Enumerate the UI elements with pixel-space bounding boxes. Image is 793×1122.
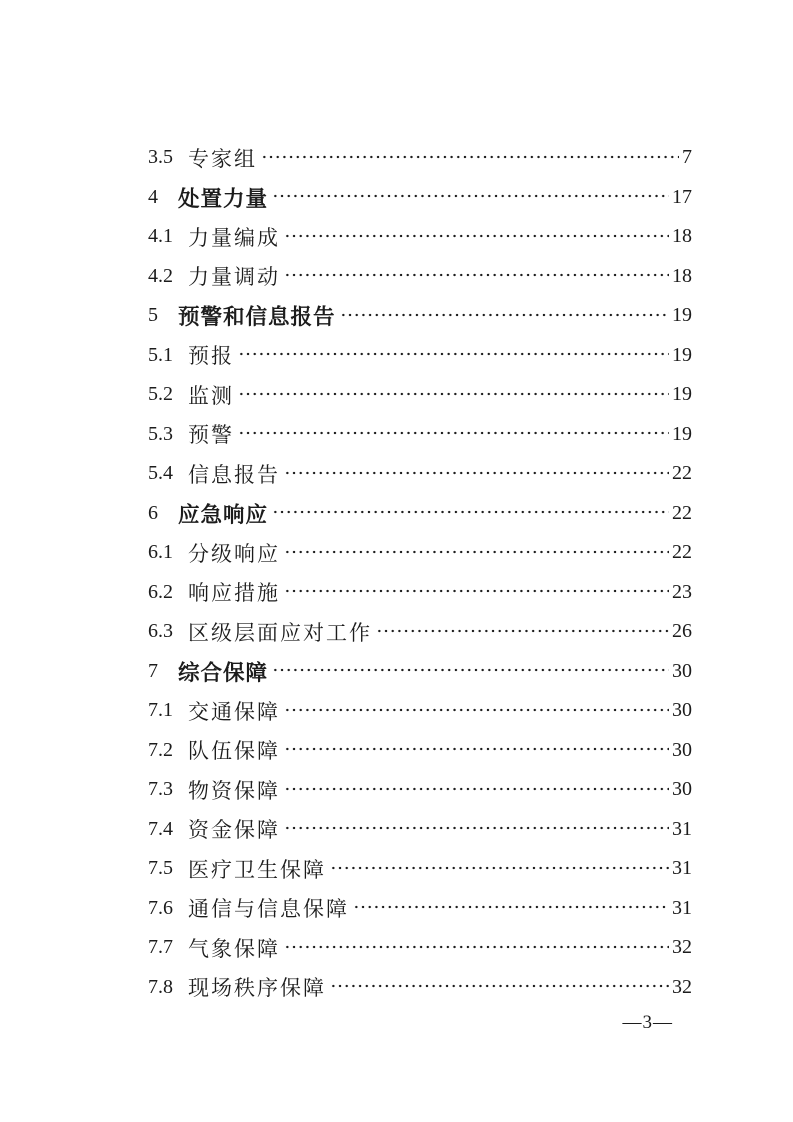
toc-entry-page: 19 [672, 422, 692, 445]
toc-entry-title: 区级层面应对工作 [188, 620, 372, 645]
toc-entry-number: 7.7 [148, 936, 173, 959]
dot-leader [284, 708, 669, 712]
toc-entry [148, 691, 692, 731]
toc-entry-page: 19 [672, 383, 692, 406]
dot-leader [284, 234, 669, 238]
toc-entry [148, 652, 692, 692]
toc-entry [148, 849, 692, 889]
toc-entry-page: 19 [672, 343, 692, 366]
toc-entry-page: 18 [672, 264, 692, 287]
toc-entry-number: 6 [148, 501, 158, 524]
dot-leader [353, 905, 669, 909]
toc-entry-page: 7 [682, 146, 692, 169]
dot-leader [284, 273, 669, 277]
dot-leader [272, 668, 669, 672]
toc-entry-title: 交通保障 [188, 699, 280, 724]
toc-entry-number: 7.3 [148, 778, 173, 801]
toc-entry-title: 预报 [188, 344, 234, 369]
toc-entry-page: 32 [672, 936, 692, 959]
toc-entry [148, 336, 692, 376]
toc-entry-number: 7.4 [148, 817, 173, 840]
toc-entry-title: 通信与信息保障 [188, 897, 349, 922]
toc-entry-number: 6.3 [148, 620, 173, 643]
toc-entry [148, 454, 692, 494]
toc-entry [148, 810, 692, 850]
toc-entry-page: 19 [672, 304, 692, 327]
dot-leader [376, 629, 669, 633]
toc-entry-page: 30 [672, 699, 692, 722]
dot-leader [238, 431, 669, 435]
toc-entry-page: 30 [672, 778, 692, 801]
toc-entry-title: 物资保障 [188, 778, 280, 803]
dot-leader [238, 352, 669, 356]
toc-entry-number: 7.1 [148, 699, 173, 722]
toc-entry-title: 现场秩序保障 [188, 976, 326, 1001]
dot-leader [261, 155, 679, 159]
toc-entry [148, 968, 692, 1008]
toc-entry-number: 6.1 [148, 541, 173, 564]
dot-leader [284, 826, 669, 830]
toc-entry-page: 30 [672, 659, 692, 682]
toc-entry [148, 928, 692, 968]
toc-entry [148, 138, 692, 178]
toc-entry-number: 4.1 [148, 225, 173, 248]
toc-entry [148, 296, 692, 336]
toc-entry-number: 4.2 [148, 264, 173, 287]
toc-entry-number: 6.2 [148, 580, 173, 603]
toc-entry-number: 4 [148, 185, 158, 208]
dot-leader [284, 787, 669, 791]
toc-entry-page: 26 [672, 620, 692, 643]
toc-entry-page: 31 [672, 896, 692, 919]
toc-entry-title: 力量编成 [188, 225, 280, 250]
toc-entry-number: 7.2 [148, 738, 173, 761]
toc-entry-title: 预警 [188, 423, 234, 448]
page-number-footer: —3— [622, 1012, 673, 1033]
dot-leader [330, 866, 669, 870]
toc-entry [148, 573, 692, 613]
toc-entry [148, 257, 692, 297]
toc-entry-number: 7.8 [148, 975, 173, 998]
toc-entry-title: 监测 [188, 383, 234, 408]
toc-entry-title: 响应措施 [188, 581, 280, 606]
toc-entry [148, 731, 692, 771]
toc-entry [148, 612, 692, 652]
dot-leader [284, 471, 669, 475]
toc-entry-number: 5 [148, 304, 158, 327]
toc-entry-title: 力量调动 [188, 265, 280, 290]
toc-entry-title: 气象保障 [188, 936, 280, 961]
toc-entry-page: 23 [672, 580, 692, 603]
toc-entry-page: 32 [672, 975, 692, 998]
toc-entry-title: 信息报告 [188, 462, 280, 487]
toc-entry-title: 应急响应 [178, 502, 269, 527]
toc-entry-title: 预警和信息报告 [178, 305, 336, 330]
toc-entry-page: 17 [672, 185, 692, 208]
dot-leader [272, 510, 669, 514]
dot-leader [238, 392, 669, 396]
toc-entry-number: 7.6 [148, 896, 173, 919]
toc-entry-page: 22 [672, 541, 692, 564]
dot-leader [284, 747, 669, 751]
toc-entry-number: 7.5 [148, 857, 173, 880]
toc-entry [148, 494, 692, 534]
toc-entry [148, 217, 692, 257]
toc-entry-number: 3.5 [148, 146, 173, 169]
toc-entry-page: 22 [672, 462, 692, 485]
dot-leader [340, 313, 669, 317]
toc-entry-title: 处置力量 [178, 186, 269, 211]
dot-leader [284, 945, 669, 949]
toc-entry [148, 533, 692, 573]
toc-entry [148, 770, 692, 810]
toc-entry-number: 5.1 [148, 343, 173, 366]
dot-leader [284, 589, 669, 593]
toc-entry-number: 5.3 [148, 422, 173, 445]
toc-entry-page: 30 [672, 738, 692, 761]
toc-entry [148, 178, 692, 218]
toc-entry-number: 5.4 [148, 462, 173, 485]
dot-leader [272, 194, 669, 198]
dot-leader [284, 550, 669, 554]
toc-entry-title: 专家组 [188, 146, 257, 171]
toc-entry-title: 医疗卫生保障 [188, 857, 326, 882]
toc-entry [148, 415, 692, 455]
toc-entry-number: 7 [148, 659, 158, 682]
table-of-contents [148, 138, 692, 1007]
toc-entry-title: 队伍保障 [188, 739, 280, 764]
toc-entry-title: 资金保障 [188, 818, 280, 843]
toc-entry-title: 综合保障 [178, 660, 269, 685]
toc-entry-page: 22 [672, 501, 692, 524]
toc-entry-number: 5.2 [148, 383, 173, 406]
toc-entry-page: 18 [672, 225, 692, 248]
dot-leader [330, 984, 669, 988]
toc-entry [148, 375, 692, 415]
toc-entry-page: 31 [672, 857, 692, 880]
toc-entry-page: 31 [672, 817, 692, 840]
toc-entry-title: 分级响应 [188, 541, 280, 566]
toc-entry [148, 889, 692, 929]
